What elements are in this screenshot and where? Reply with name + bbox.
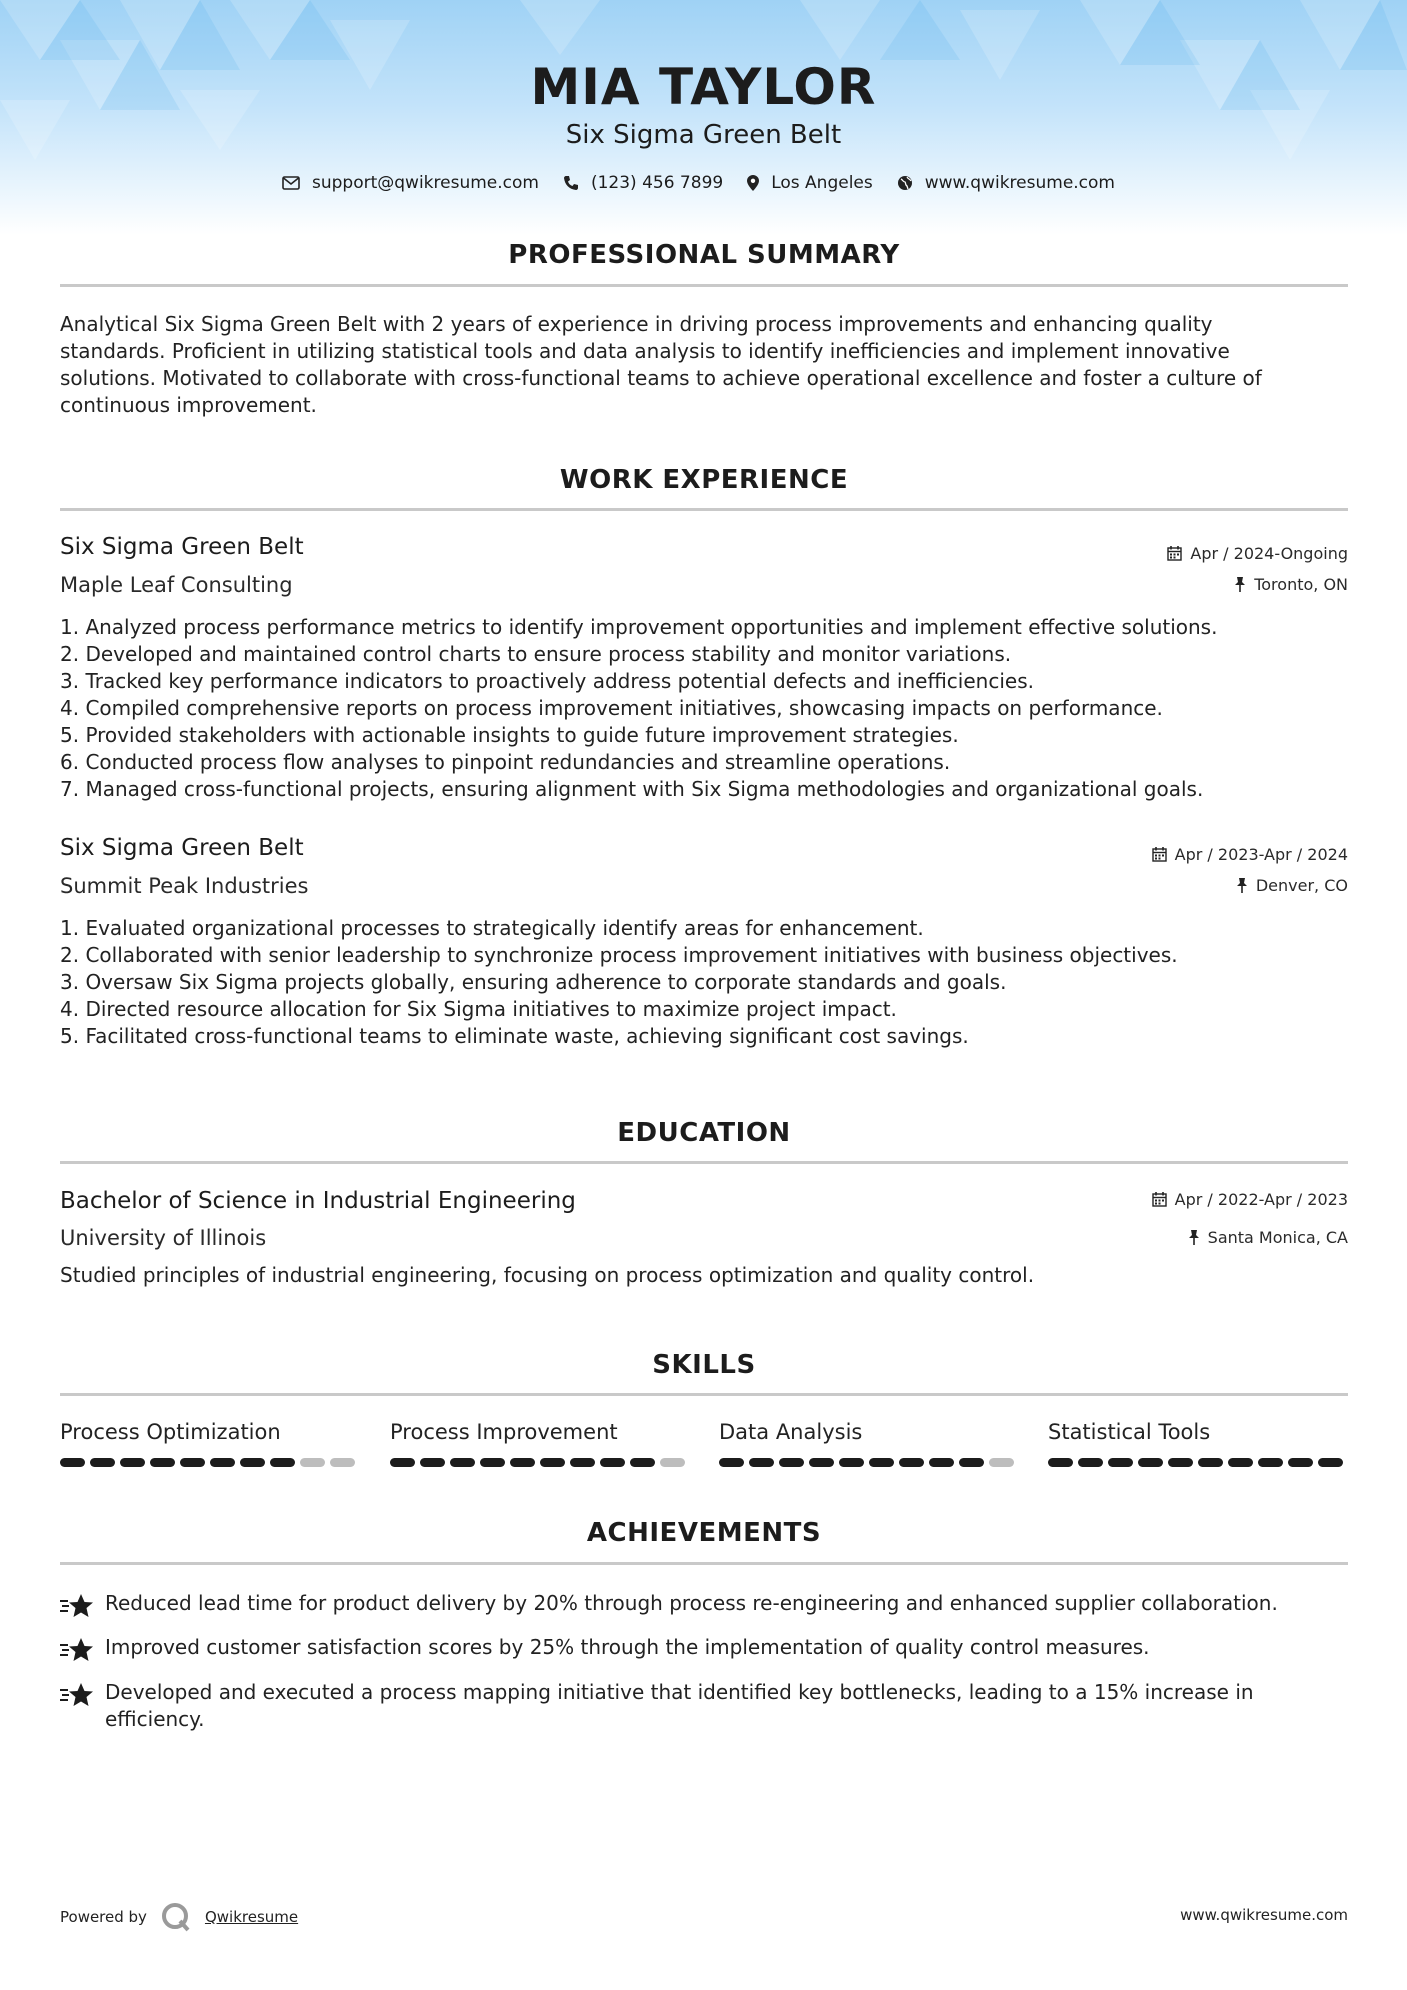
contact-website[interactable]	[897, 173, 1115, 193]
job-company: Summit Peak Industries	[60, 874, 309, 898]
job-dates-text: Apr / 2023-Apr / 2024	[1174, 845, 1348, 864]
candidate-name: MIA TAYLOR	[530, 58, 877, 116]
skill-level-segment	[1168, 1458, 1193, 1467]
footer-website[interactable]: www.qwikresume.com	[1180, 1906, 1348, 1924]
list-item: 2. Developed and maintained control charts to ensure process stability and monitor variations.	[60, 642, 1012, 666]
skill-level-bar	[390, 1458, 690, 1467]
skill-level-segment	[510, 1458, 535, 1467]
contact-phone[interactable]	[563, 173, 723, 193]
skill-level-segment	[330, 1458, 355, 1467]
achievement-text: Reduced lead time for product delivery by 20% through process re-engineering and enhanced supplier collaboration.	[105, 1591, 1278, 1615]
achievement-text: Developed and executed a process mapping initiative that identified key bottlenecks, leading to a 15% increase in	[105, 1680, 1254, 1704]
contact-location-text: Los Angeles	[771, 173, 873, 193]
job-dates-text: Apr / 2024-Ongoing	[1190, 544, 1348, 563]
skills-heading: SKILLS	[652, 1350, 756, 1380]
job-location	[1236, 876, 1348, 895]
skill-level-segment	[869, 1458, 894, 1467]
star-icon	[60, 1590, 105, 1626]
skill-level-segment	[420, 1458, 445, 1467]
job-title: Six Sigma Green Belt	[60, 534, 304, 560]
calendar-icon	[1167, 546, 1182, 561]
skill-item	[390, 1420, 690, 1467]
list-item: 1. Analyzed process performance metrics to identify improvement opportunities and implement effective solutions.	[60, 615, 1218, 639]
summary-text	[60, 311, 1348, 419]
footer-branding	[60, 1902, 298, 1932]
education-location	[1188, 1228, 1348, 1247]
summary-line: Analytical Six Sigma Green Belt with 2 years of experience in driving process improvements and enhancing quality	[60, 312, 1213, 336]
list-item: 2. Collaborated with senior leadership to synchronize process improvement initiatives with business objectives.	[60, 943, 1178, 967]
summary-line: continuous improvement.	[60, 393, 317, 417]
skill-level-segment	[540, 1458, 565, 1467]
skill-level-segment	[480, 1458, 505, 1467]
skill-level-segment	[1228, 1458, 1253, 1467]
education-dates	[1152, 1190, 1348, 1209]
list-item: 4. Directed resource allocation for Six Sigma initiatives to maximize project impact.	[60, 997, 897, 1021]
section-divider	[60, 508, 1348, 511]
education-school: University of Illinois	[60, 1226, 267, 1250]
skill-level-segment	[150, 1458, 175, 1467]
thumbtack-icon	[1236, 878, 1248, 893]
achievement-item	[60, 1634, 1348, 1670]
job-location	[1234, 575, 1348, 594]
achievements-heading: ACHIEVEMENTS	[586, 1518, 822, 1548]
achievement-text: efficiency.	[105, 1707, 205, 1731]
contact-bar	[0, 173, 1407, 193]
skill-level-segment	[120, 1458, 145, 1467]
skill-level-segment	[1258, 1458, 1283, 1467]
skill-level-segment	[90, 1458, 115, 1467]
skill-level-segment	[300, 1458, 325, 1467]
skill-level-segment	[210, 1458, 235, 1467]
list-item: 4. Compiled comprehensive reports on process improvement initiatives, showcasing impacts on performance.	[60, 696, 1163, 720]
calendar-icon	[1152, 847, 1167, 862]
list-item: 3. Tracked key performance indicators to proactively address potential defects and inefficiencies.	[60, 669, 1034, 693]
skill-level-segment	[660, 1458, 685, 1467]
skill-level-segment	[240, 1458, 265, 1467]
contact-phone-text: (123) 456 7899	[590, 173, 724, 193]
section-divider	[60, 1393, 1348, 1396]
map-pin-icon	[747, 175, 759, 191]
job-title: Six Sigma Green Belt	[60, 835, 304, 861]
job-location-text: Toronto, ON	[1254, 575, 1348, 594]
skill-level-segment	[1108, 1458, 1133, 1467]
summary-line: solutions. Motivated to collaborate with cross-functional teams to achieve operational excellence and foster a culture of	[60, 366, 1262, 390]
skill-level-segment	[839, 1458, 864, 1467]
list-item: 3. Oversaw Six Sigma projects globally, ensuring adherence to corporate standards and goals.	[60, 970, 1007, 994]
skill-level-segment	[60, 1458, 85, 1467]
skill-level-segment	[630, 1458, 655, 1467]
skill-level-segment	[719, 1458, 744, 1467]
thumbtack-icon	[1234, 577, 1246, 592]
job-location-text: Denver, CO	[1255, 876, 1348, 895]
contact-email[interactable]	[282, 173, 539, 193]
contact-website-text: www.qwikresume.com	[924, 173, 1115, 193]
skill-level-segment	[1048, 1458, 1073, 1467]
achievement-item	[60, 1679, 1348, 1733]
skill-level-segment	[1318, 1458, 1343, 1467]
skill-level-segment	[570, 1458, 595, 1467]
contact-email-text: support@qwikresume.com	[312, 173, 539, 193]
skill-level-segment	[749, 1458, 774, 1467]
list-item: 7. Managed cross-functional projects, ensuring alignment with Six Sigma methodologies and organizational goals.	[60, 777, 1204, 801]
list-item: 1. Evaluated organizational processes to strategically identify areas for enhancement.	[60, 916, 924, 940]
skill-level-segment	[600, 1458, 625, 1467]
skill-item	[1048, 1420, 1348, 1467]
section-divider	[60, 1161, 1348, 1164]
section-divider	[60, 1562, 1348, 1565]
skill-level-segment	[270, 1458, 295, 1467]
job-responsibilities	[60, 614, 1350, 803]
skill-item	[719, 1420, 1019, 1467]
phone-icon	[563, 175, 579, 191]
skill-name: Process Improvement	[390, 1420, 618, 1444]
skill-level-segment	[779, 1458, 804, 1467]
powered-by-label: Powered by	[60, 1908, 147, 1926]
list-item: 5. Provided stakeholders with actionable insights to guide future improvement strategies.	[60, 723, 959, 747]
candidate-title: Six Sigma Green Belt	[565, 120, 842, 150]
section-divider	[60, 284, 1348, 287]
skill-level-segment	[180, 1458, 205, 1467]
skill-name: Process Optimization	[60, 1420, 281, 1444]
skill-level-segment	[1198, 1458, 1223, 1467]
star-icon	[60, 1634, 105, 1670]
skill-level-segment	[1138, 1458, 1163, 1467]
envelope-icon	[282, 176, 300, 190]
list-item: 5. Facilitated cross-functional teams to eliminate waste, achieving significant cost savings.	[60, 1024, 969, 1048]
skill-level-bar	[719, 1458, 1019, 1467]
skill-level-segment	[390, 1458, 415, 1467]
qwikresume-link[interactable]: Qwikresume	[204, 1908, 299, 1926]
job-dates	[1167, 544, 1348, 563]
skill-level-segment	[989, 1458, 1014, 1467]
education-dates-text: Apr / 2022-Apr / 2023	[1174, 1190, 1348, 1209]
skill-name: Statistical Tools	[1048, 1420, 1211, 1444]
list-item: 6. Conducted process flow analyses to pinpoint redundancies and streamline operations.	[60, 750, 951, 774]
skill-level-bar	[60, 1458, 360, 1467]
skill-level-segment	[929, 1458, 954, 1467]
resume-header	[0, 0, 1407, 235]
education-description: Studied principles of industrial engineering, focusing on process optimization and quality control.	[60, 1263, 1035, 1287]
skill-level-segment	[1078, 1458, 1103, 1467]
contact-location	[747, 173, 873, 193]
skill-level-segment	[450, 1458, 475, 1467]
skill-level-segment	[959, 1458, 984, 1467]
star-icon	[60, 1679, 105, 1733]
skill-level-segment	[1288, 1458, 1313, 1467]
qwikresume-logo-icon	[161, 1902, 191, 1932]
summary-heading: PROFESSIONAL SUMMARY	[508, 240, 900, 270]
skill-item	[60, 1420, 360, 1467]
education-degree: Bachelor of Science in Industrial Engineering	[60, 1188, 576, 1214]
calendar-icon	[1152, 1192, 1167, 1207]
header-background-pattern	[0, 0, 1407, 235]
education-heading: EDUCATION	[617, 1118, 791, 1148]
skill-level-bar	[1048, 1458, 1348, 1467]
globe-icon	[897, 175, 913, 191]
job-company: Maple Leaf Consulting	[60, 573, 293, 597]
job-dates	[1152, 845, 1348, 864]
achievement-text: Improved customer satisfaction scores by 25% through the implementation of quality control measures.	[105, 1635, 1150, 1659]
summary-line: standards. Proficient in utilizing statistical tools and data analysis to identify inefficiencies and implement innovative	[60, 339, 1230, 363]
experience-heading: WORK EXPERIENCE	[559, 465, 849, 495]
skill-level-segment	[899, 1458, 924, 1467]
job-responsibilities	[60, 915, 1350, 1050]
skill-level-segment	[809, 1458, 834, 1467]
skill-name: Data Analysis	[719, 1420, 863, 1444]
achievement-item	[60, 1590, 1348, 1626]
education-location-text: Santa Monica, CA	[1207, 1228, 1348, 1247]
thumbtack-icon	[1188, 1230, 1200, 1245]
